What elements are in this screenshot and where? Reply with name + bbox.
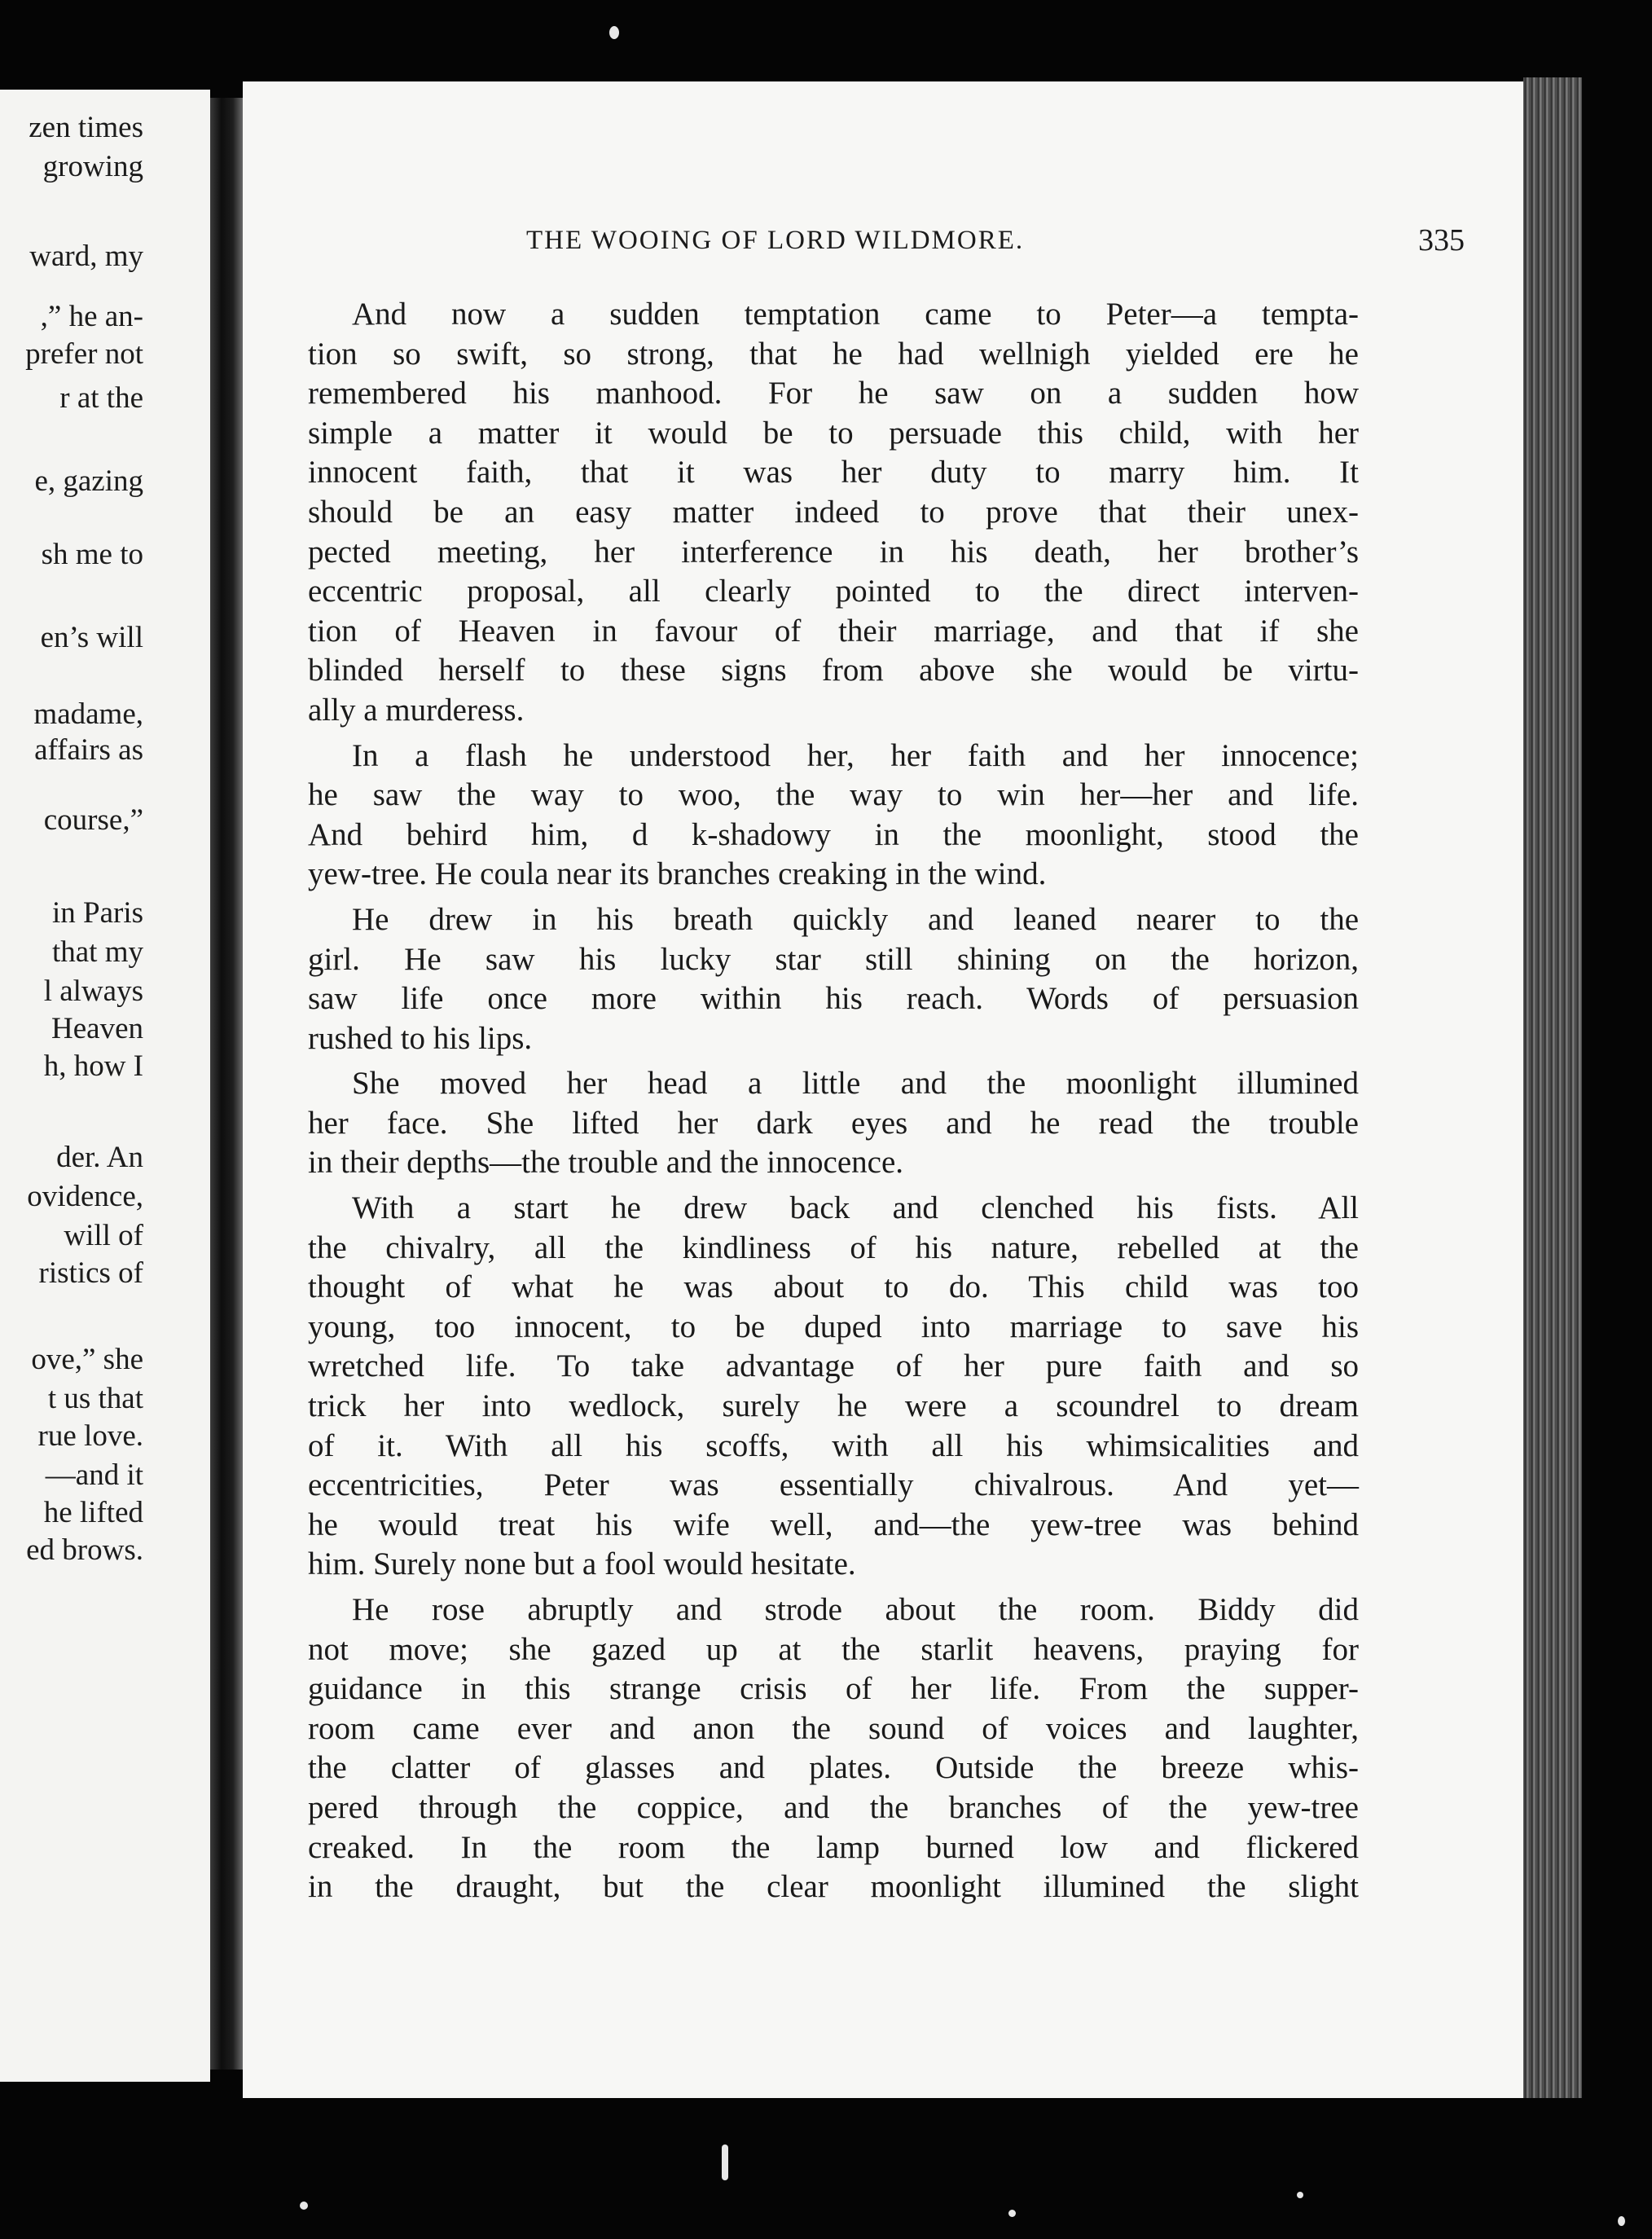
body-line: pered through the coppice, and the branches of the yew-tree	[308, 1789, 1359, 1825]
body-line: he would treat his wife well, and—the yew-tree was behind	[308, 1507, 1359, 1542]
page-header	[243, 223, 1530, 266]
body-line: yew-tree. He coula near its branches creaking in the wind.	[308, 856, 1047, 892]
left-page-line: der. An	[56, 1141, 143, 1174]
left-page-line: will of	[64, 1219, 143, 1252]
left-page-line: ,” he an-	[40, 300, 143, 333]
body-line: in their depths—the trouble and the innocence.	[308, 1145, 904, 1181]
dust-speck	[1297, 2192, 1303, 2198]
right-page	[243, 81, 1530, 2098]
left-page-line: ed brows.	[26, 1533, 143, 1567]
book-gutter	[210, 98, 243, 2070]
body-line: He rose abruptly and strode about the room. Biddy did	[352, 1592, 1359, 1627]
body-line: tion of Heaven in favour of their marriage, and that if she	[308, 613, 1359, 649]
body-line: She moved her head a little and the moonlight illumined	[352, 1066, 1359, 1102]
left-page-line: —and it	[45, 1458, 143, 1492]
body-line: guidance in this strange crisis of her life. From the supper-	[308, 1671, 1359, 1707]
left-page-line: Heaven	[51, 1012, 143, 1045]
left-page-line: l always	[43, 974, 143, 1008]
left-page-line: he lifted	[43, 1496, 143, 1529]
body-line: thought of what he was about to do. This child was too	[308, 1269, 1359, 1305]
left-page-line: e, gazing	[34, 464, 143, 498]
body-line: the clatter of glasses and plates. Outside the breeze whis-	[308, 1750, 1359, 1786]
body-line: pected meeting, her interference in his death, her brother’s	[308, 534, 1359, 570]
body-line: eccentricities, Peter was essentially chivalrous. And yet—	[308, 1467, 1359, 1503]
page-number: 335	[1418, 223, 1465, 257]
left-page-line: growing	[42, 150, 143, 183]
body-line: And behird him, d k-shadowy in the moonlight, stood the	[308, 816, 1359, 852]
body-line: creaked. In the room the lamp burned low and flickered	[308, 1829, 1359, 1865]
body-line: her face. She lifted her dark eyes and he read the trouble	[308, 1105, 1359, 1141]
body-line: room came ever and anon the sound of voices and laughter,	[308, 1710, 1359, 1746]
left-page-line: sh me to	[41, 538, 143, 571]
left-page-line: zen times	[29, 111, 143, 144]
dust-speck	[1618, 2216, 1625, 2226]
page-edge-stack	[1523, 77, 1582, 2098]
body-text	[308, 295, 1359, 1907]
body-line: simple a matter it would be to persuade this child, with her	[308, 415, 1359, 451]
left-page-line: course,”	[43, 803, 143, 837]
body-line: remembered his manhood. For he saw on a sudden how	[308, 376, 1359, 411]
body-line: him. Surely none but a fool would hesitate.	[308, 1546, 856, 1582]
dust-speck	[1008, 2210, 1016, 2217]
left-page-line: ward, my	[29, 240, 143, 273]
body-line: trick her into wedlock, surely he were a scoundrel to dream	[308, 1388, 1359, 1424]
body-line: should be an easy matter indeed to prove that their unex-	[308, 494, 1359, 530]
body-line: blinded herself to these signs from above she would be virtu-	[308, 653, 1359, 688]
left-page-line: prefer not	[25, 337, 143, 371]
left-page-line: madame,	[33, 697, 143, 731]
dust-speck	[722, 2144, 728, 2180]
body-line: rushed to his lips.	[308, 1020, 533, 1056]
body-line: wretched life. To take advantage of her pure faith and so	[308, 1348, 1359, 1384]
left-page-line: h, how I	[43, 1049, 143, 1083]
left-page-line: t us that	[47, 1382, 143, 1415]
running-head: THE WOOING OF LORD WILDMORE.	[526, 226, 1025, 255]
body-line: With a start he drew back and clenched his fists. All	[352, 1190, 1359, 1226]
dust-speck	[300, 2202, 308, 2210]
body-line: He drew in his breath quickly and leaned nearer to the	[352, 901, 1359, 937]
body-line: not move; she gazed up at the starlit heavens, praying for	[308, 1631, 1359, 1667]
left-page-line: rue love.	[37, 1419, 143, 1453]
body-line: girl. He saw his lucky star still shining on the horizon,	[308, 941, 1359, 977]
left-page-line: en’s will	[40, 621, 143, 654]
body-line: of it. With all his scoffs, with all his whimsicalities and	[308, 1427, 1359, 1463]
left-page-line: ovidence,	[27, 1180, 143, 1213]
left-page-fragment	[0, 90, 210, 2082]
body-line: in the draught, but the clear moonlight illumined the slight	[308, 1869, 1359, 1905]
body-line: tion so swift, so strong, that he had wellnigh yielded ere he	[308, 336, 1359, 372]
left-page-line: affairs as	[34, 733, 143, 767]
body-line: young, too innocent, to be duped into marriage to save his	[308, 1309, 1359, 1344]
left-page-line: that my	[51, 935, 143, 969]
left-page-line: ristics of	[38, 1256, 143, 1290]
left-page-line: r at the	[59, 381, 143, 415]
left-page-line: ove,” she	[31, 1343, 143, 1376]
body-line: he saw the way to woo, the way to win her—her and life.	[308, 777, 1359, 813]
body-line: the chivalry, all the kindliness of his nature, rebelled at the	[308, 1229, 1359, 1265]
body-line: ally a murderess.	[308, 692, 525, 728]
body-line: In a flash he understood her, her faith and her innocence;	[352, 737, 1359, 773]
body-line: innocent faith, that it was her duty to marry him. It	[308, 455, 1359, 490]
body-line: eccentric proposal, all clearly pointed to the direct interven-	[308, 574, 1359, 609]
left-page-line: in Paris	[51, 896, 143, 930]
body-line: saw life once more within his reach. Words of persuasion	[308, 981, 1359, 1017]
body-line: And now a sudden temptation came to Peter—a tempta-	[352, 297, 1359, 332]
dust-speck	[609, 26, 619, 39]
